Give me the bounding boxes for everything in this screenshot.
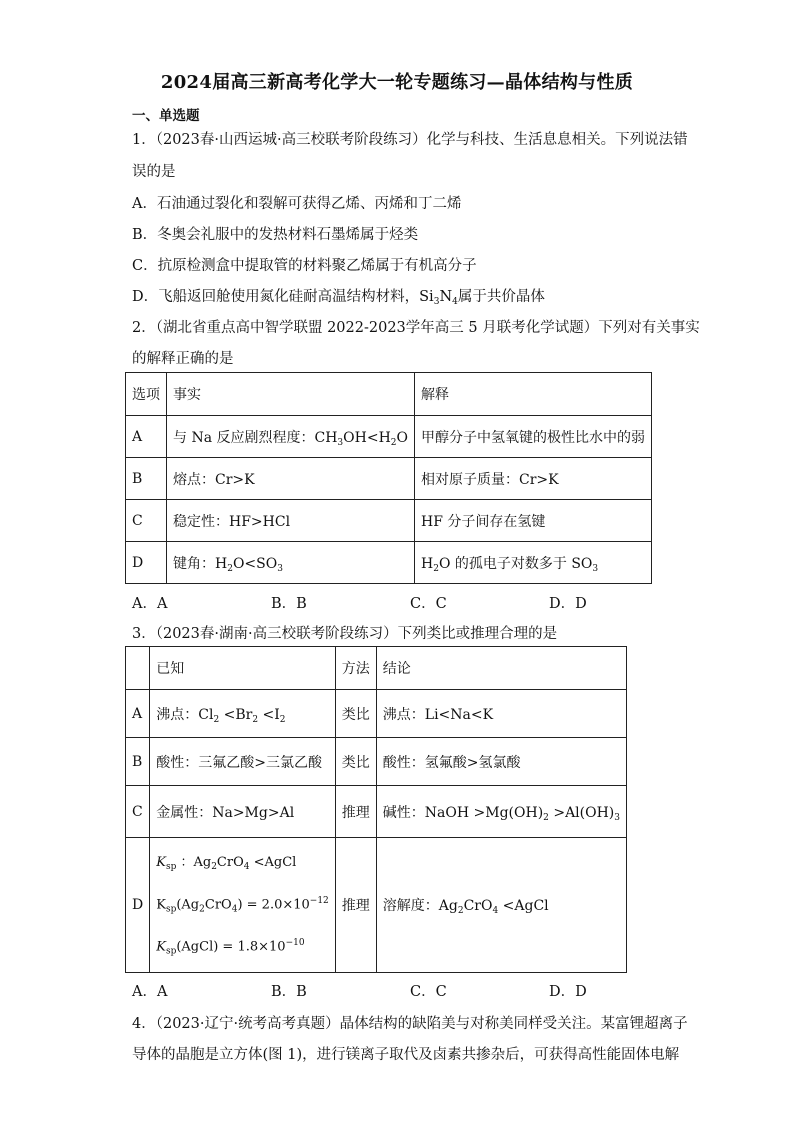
q2-answer-c: C．C bbox=[410, 596, 447, 612]
subscript: 3 bbox=[277, 563, 283, 574]
subscript: 2 bbox=[227, 563, 233, 574]
cell-text: O<SO bbox=[232, 555, 278, 572]
cell-text: <Br bbox=[219, 706, 253, 723]
q4-stem-line1: 4．（2023·辽宁·统考高考真题）晶体结构的缺陷美与对称美同样受关注。某富锂超离子 bbox=[132, 1016, 688, 1032]
q1-option-d bbox=[132, 285, 545, 306]
q2-row-a-option: A bbox=[126, 416, 167, 458]
q2-row-c-fact: 稳定性：HF>HCl bbox=[167, 500, 415, 542]
section-heading: 一、单选题 bbox=[132, 108, 200, 124]
q2-row-b-explanation: 相对原子质量：Cr>K bbox=[415, 458, 652, 500]
cell-text: ) = 2.0×10 bbox=[237, 897, 310, 912]
cell-text: 沸点：Cl bbox=[156, 706, 214, 723]
subscript: 4 bbox=[243, 861, 250, 872]
cell-text: <AgCl bbox=[498, 898, 549, 914]
subscript: sp bbox=[165, 904, 177, 914]
q3-answer-options bbox=[132, 980, 692, 1001]
q2-answer-b: B．B bbox=[271, 596, 307, 612]
q2-header-fact: 事实 bbox=[167, 373, 415, 416]
cell-text: <AgCl bbox=[249, 854, 297, 870]
cell-text: K bbox=[156, 939, 166, 955]
q3-row-d-option: D bbox=[126, 838, 150, 973]
cell-text: K bbox=[156, 854, 166, 870]
q2-header-option: 选项 bbox=[126, 373, 167, 416]
table-row bbox=[126, 786, 627, 838]
table-row bbox=[126, 542, 652, 584]
cell-text: O bbox=[396, 429, 409, 446]
q2-answer-options bbox=[132, 592, 692, 613]
q2-row-c-option: C bbox=[126, 500, 167, 542]
subscript: 4 bbox=[492, 906, 499, 916]
table-row bbox=[126, 500, 652, 542]
q2-table bbox=[125, 372, 652, 584]
q3-row-d-method: 推理 bbox=[335, 838, 376, 973]
q3-row-b-option: B bbox=[126, 738, 150, 786]
q3-header-known: 已知 bbox=[150, 647, 336, 690]
superscript: −10 bbox=[285, 938, 305, 948]
subscript: 3 bbox=[614, 812, 621, 823]
q1-option-d-post: 属于共价晶体 bbox=[457, 289, 545, 305]
superscript: −12 bbox=[309, 895, 329, 906]
cell-text: OH<H bbox=[343, 429, 391, 446]
q3-row-c-conclusion bbox=[376, 786, 626, 838]
q2-row-a-fact bbox=[167, 416, 415, 458]
q2-row-c-explanation: HF 分子间存在氢键 bbox=[415, 500, 652, 542]
subscript: 2 bbox=[279, 714, 286, 725]
q3-row-a-method: 类比 bbox=[335, 690, 376, 738]
q2-stem-line2: 的解释正确的是 bbox=[132, 351, 234, 367]
subscript: 2 bbox=[457, 906, 464, 916]
cell-text: CrO bbox=[463, 898, 493, 914]
table-row bbox=[126, 838, 627, 973]
q1-option-d-sub2: 4 bbox=[452, 297, 458, 307]
table-row bbox=[126, 690, 627, 738]
q3-row-c-option: C bbox=[126, 786, 150, 838]
cell-text: 键角：H bbox=[173, 555, 228, 572]
q2-row-d-option: D bbox=[126, 542, 167, 584]
q3-row-b-method: 类比 bbox=[335, 738, 376, 786]
cell-text: (AgCl) = 1.8×10 bbox=[176, 939, 286, 955]
q2-row-d-fact bbox=[167, 542, 415, 584]
subscript: 2 bbox=[543, 812, 549, 823]
q3-header-conclusion: 结论 bbox=[376, 647, 626, 690]
cell-text: CrO bbox=[216, 854, 244, 870]
q2-row-a-explanation: 甲醇分子中氢氧键的极性比水中的弱 bbox=[415, 416, 652, 458]
subscript: 4 bbox=[231, 904, 238, 914]
q3-answer-a: A．A bbox=[132, 984, 168, 1000]
table-row bbox=[126, 416, 652, 458]
q3-stem: 3．（2023春·湖南·高三校联考阶段练习）下列类比或推理合理的是 bbox=[132, 626, 558, 642]
q3-answer-b: B．B bbox=[271, 984, 307, 1000]
q3-row-a-conclusion: 沸点：Li<Na<K bbox=[376, 690, 626, 738]
subscript: sp bbox=[165, 861, 177, 872]
cell-text: 与 Na 反应剧烈程度：CH bbox=[173, 429, 338, 446]
ksp-line-1 bbox=[156, 844, 329, 882]
table-row bbox=[126, 458, 652, 500]
q1-option-d-pre: D．飞船返回舱使用氮化硅耐高温结构材料，Si bbox=[132, 289, 434, 305]
subscript: sp bbox=[165, 946, 177, 957]
q1-option-d-sub1: 3 bbox=[433, 297, 440, 307]
q2-answer-d: D．D bbox=[549, 596, 587, 612]
q3-row-c-method: 推理 bbox=[335, 786, 376, 838]
q1-option-a: A．石油通过裂化和裂解可获得乙烯、丙烯和丁二烯 bbox=[132, 196, 462, 212]
table-row bbox=[126, 647, 627, 690]
table-row bbox=[126, 373, 652, 416]
cell-text: ：Ag bbox=[176, 854, 212, 870]
page-title: 2024届高三新高考化学大一轮专题练习—晶体结构与性质 bbox=[160, 72, 634, 93]
q2-stem-line1: 2．（湖北省重点高中智学联盟 2022-2023学年高三 5 月联考化学试题）下列对有关事实 bbox=[132, 320, 700, 336]
q3-row-b-known: 酸性：三氟乙酸>三氯乙酸 bbox=[150, 738, 336, 786]
cell-text: CrO bbox=[204, 897, 232, 912]
subscript: 2 bbox=[213, 714, 220, 725]
subscript: 2 bbox=[252, 714, 259, 725]
cell-text: 溶解度：Ag bbox=[382, 898, 458, 914]
cell-text: <I bbox=[258, 706, 280, 723]
subscript: 3 bbox=[592, 563, 599, 574]
q2-header-explanation: 解释 bbox=[415, 373, 652, 416]
q3-row-b-conclusion: 酸性：氢氟酸>氢氯酸 bbox=[376, 738, 626, 786]
cell-text: K bbox=[156, 897, 166, 912]
table-row bbox=[126, 738, 627, 786]
q3-row-d-conclusion bbox=[376, 838, 626, 973]
q3-header-method: 方法 bbox=[335, 647, 376, 690]
cell-text: >Al(OH) bbox=[548, 804, 615, 821]
q1-option-d-mid: N bbox=[439, 289, 453, 305]
cell-text: O 的孤电子对数多于 SO bbox=[438, 555, 593, 572]
cell-text: (Ag bbox=[176, 897, 200, 912]
q3-row-a-known bbox=[150, 690, 336, 738]
q2-row-b-option: B bbox=[126, 458, 167, 500]
cell-text: 碱性：NaOH >Mg(OH) bbox=[382, 804, 544, 821]
q1-stem-line1: 1．（2023春·山西运城·高三校联考阶段练习）化学与科技、生活息息相关。下列说法错 bbox=[132, 132, 688, 148]
q3-answer-c: C．C bbox=[410, 984, 447, 1000]
subscript: 3 bbox=[337, 437, 344, 448]
q3-row-c-known: 金属性：Na>Mg>Al bbox=[150, 786, 336, 838]
q1-option-b: B．冬奥会礼服中的发热材料石墨烯属于烃类 bbox=[132, 227, 419, 243]
ksp-line-2 bbox=[156, 882, 329, 924]
q3-header-blank bbox=[126, 647, 150, 690]
q3-row-d-known bbox=[150, 838, 336, 973]
ksp-line-3 bbox=[156, 924, 329, 966]
q2-answer-a: A．A bbox=[132, 596, 168, 612]
subscript: 2 bbox=[390, 437, 397, 448]
q3-table bbox=[125, 646, 627, 973]
q2-row-d-explanation bbox=[415, 542, 652, 584]
subscript: 2 bbox=[199, 904, 205, 914]
q1-option-c: C．抗原检测盒中提取管的材料聚乙烯属于有机高分子 bbox=[132, 258, 477, 274]
subscript: 2 bbox=[211, 861, 217, 872]
q1-stem-line2: 误的是 bbox=[132, 164, 176, 180]
q3-answer-d: D．D bbox=[549, 984, 587, 1000]
cell-text: H bbox=[421, 555, 434, 572]
subscript: 2 bbox=[433, 563, 439, 574]
q3-row-a-option: A bbox=[126, 690, 150, 738]
q4-stem-line2: 导体的晶胞是立方体(图 1)，进行镁离子取代及卤素共掺杂后，可获得高性能固体电解 bbox=[132, 1047, 680, 1063]
q2-row-b-fact: 熔点：Cr>K bbox=[167, 458, 415, 500]
